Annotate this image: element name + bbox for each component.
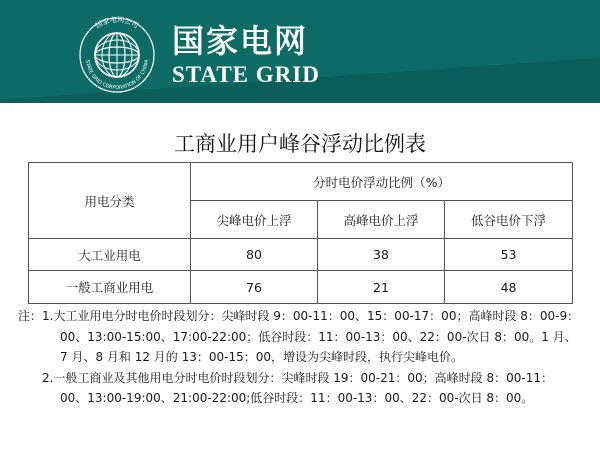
table-row [29, 271, 573, 304]
notes-section [18, 306, 580, 409]
logo-ring-en: STATE GRID CORPORATION OF CHINA [84, 59, 150, 92]
note-item [18, 368, 580, 409]
state-grid-logo-icon [78, 16, 156, 94]
note-text-2: 2.一般工商业及其他用电分时电价时段划分：尖峰时段 19：00-21：00；高峰时段 8：00-11：00、13:00-19:00、21:00-22:00;低谷时段：11：00-13：00、22：00-次日 8：00。 [42, 370, 553, 405]
rate-table [28, 162, 573, 304]
note-item [18, 306, 580, 368]
note-text-1: 1.大工业用电分时电价时段划分：尖峰时段 9：00-11：00、15：00-17：00；高峰时段 8：00-9：00、13:00-15:00、17:00-22:00；低谷时段：11：00-13：00、22：00-次日 8：00。1 月、7 月、8 月和 12 月的 13：00-15：00，增设为尖峰时段，执行尖峰电价。 [42, 309, 580, 364]
cell-value: 21 [318, 271, 445, 304]
header-valley-low: 低谷电价下浮 [445, 201, 573, 239]
cell-value: 48 [445, 271, 573, 304]
logo-ring-cn: 国家电网公司 [94, 16, 140, 31]
brand-name-en: STATE GRID [172, 62, 320, 87]
cell-value: 38 [318, 239, 445, 271]
page-title: 工商业用户峰谷浮动比例表 [174, 132, 426, 156]
header-peak-surge: 尖峰电价上浮 [191, 201, 318, 239]
header-peak-high: 高峰电价上浮 [318, 201, 445, 239]
header-group: 分时电价浮动比例（%） [191, 163, 573, 201]
notes-label: 注： [18, 309, 43, 323]
cell-value: 53 [445, 239, 573, 271]
brand-name-cn: 国家电网 [172, 22, 309, 60]
cell-value: 76 [191, 271, 318, 304]
table-row [29, 239, 573, 271]
row-label: 一般工商业用电 [29, 271, 191, 304]
header-category: 用电分类 [29, 163, 191, 239]
row-label: 大工业用电 [29, 239, 191, 271]
header-banner [0, 0, 600, 103]
cell-value: 80 [191, 239, 318, 271]
